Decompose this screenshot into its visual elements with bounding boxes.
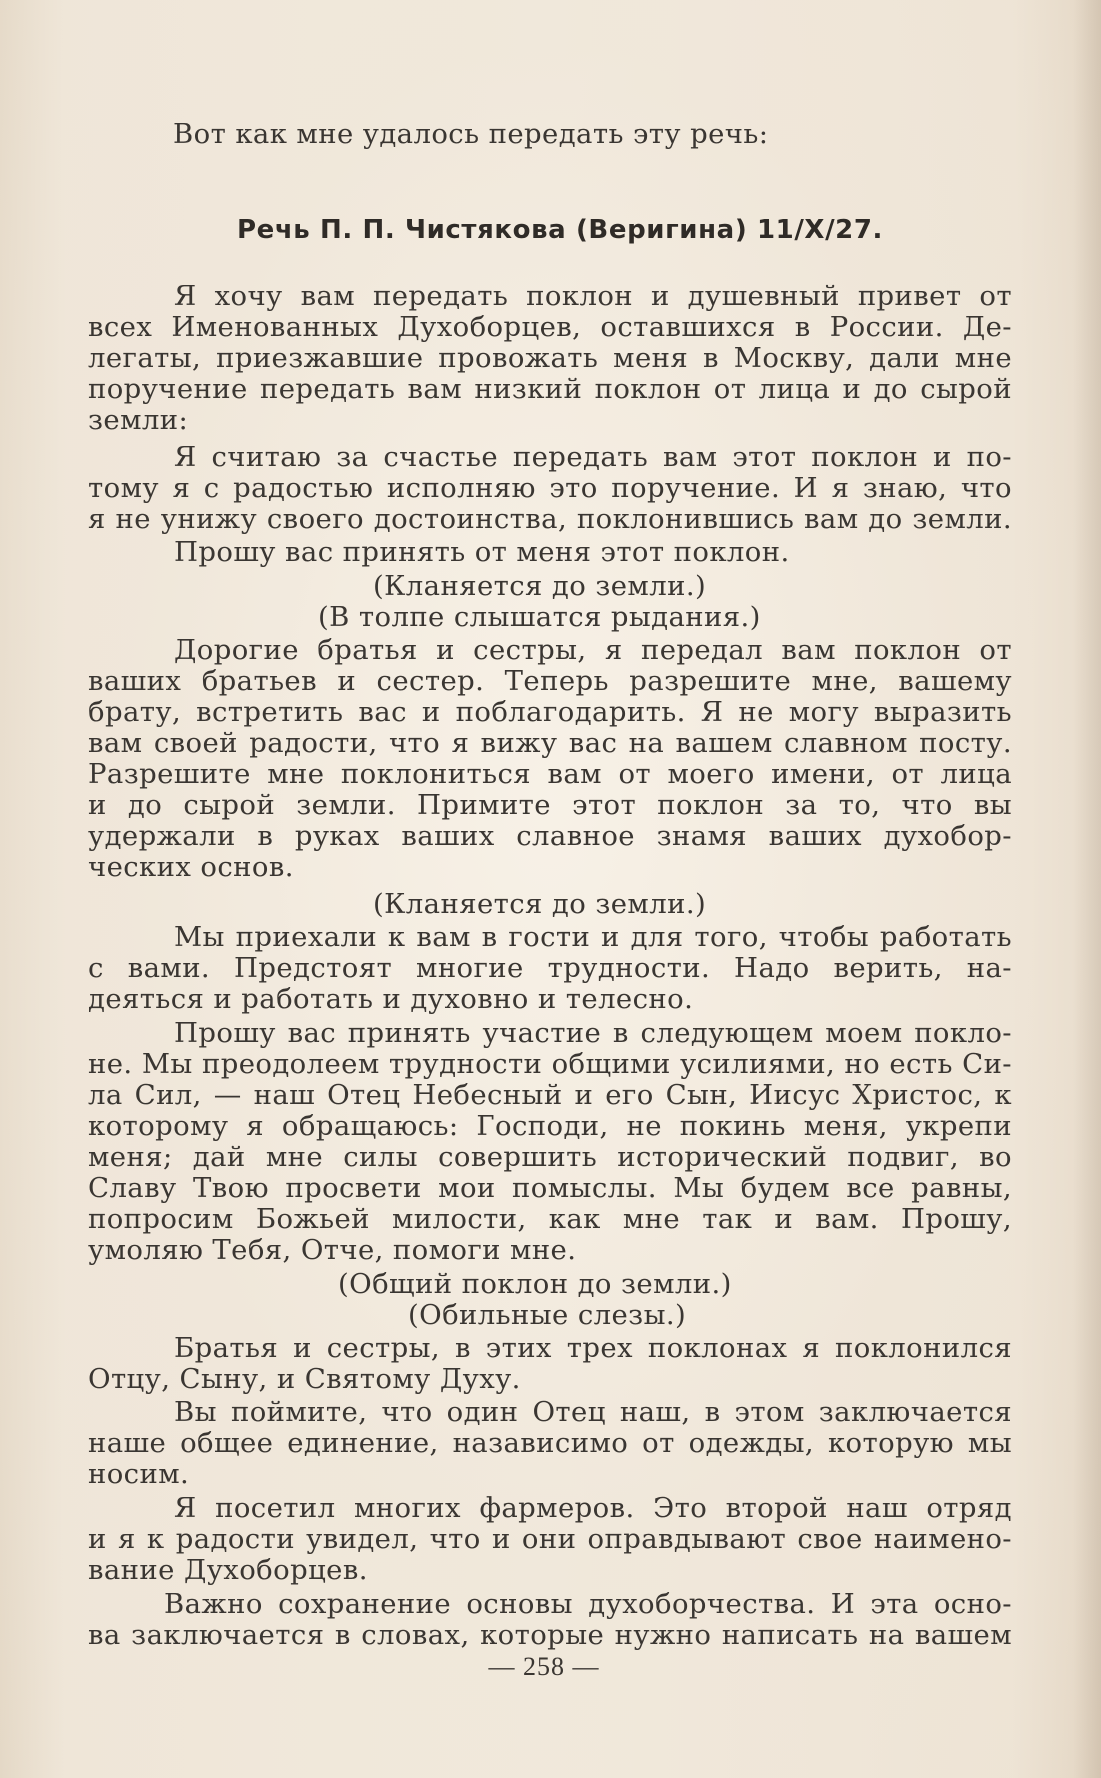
text-line: наше общее единение, назависимо от одежды, которую мы — [88, 1427, 1012, 1459]
text-line: Мы приехали к вам в гости и для того, чтобы работать — [174, 921, 1012, 953]
text-line: и я к радости увидел, что и они оправдывают свое наимено- — [88, 1523, 1012, 1555]
text-line: носим. — [88, 1458, 190, 1490]
text-line: земли: — [88, 404, 189, 436]
text-line: и до сырой земли. Примите этот поклон за то, что вы — [88, 789, 1012, 821]
speech-heading: Речь П. П. Чистякова (Веригина) 11/X/27. — [236, 215, 884, 245]
text-line: Я считаю за счастье передать вам этот поклон и по- — [174, 441, 1012, 473]
intro-line: Вот как мне удалось передать эту речь: — [173, 118, 769, 150]
page-number: — 258 — — [488, 1652, 600, 1681]
text-line: ва заключается в словах, которые нужно написать на вашем — [88, 1619, 1012, 1651]
text-line: Вы поймите, что один Отец наш, в этом заключается — [174, 1396, 1012, 1428]
text-line: удержали в руках ваших славное знамя ваших духобор- — [88, 820, 1012, 852]
stage-direction: (Кланяется до земли.) — [373, 888, 707, 920]
text-line: Дорогие братья и сестры, я передал вам поклон от — [174, 634, 1012, 666]
text-line: вам своей радости, что я вижу вас на вашем славном посту. — [88, 727, 1012, 759]
text-line: Я хочу вам передать поклон и душевный привет от — [174, 280, 1012, 312]
text-line: легаты, приезжавшие провожать меня в Москву, дали мне — [88, 342, 1012, 374]
text-line: всех Именованных Духоборцев, оставшихся в России. Де- — [88, 311, 1012, 343]
text-line: ла Сил, — наш Отец Небесный и его Сын, Иисус Христос, к — [88, 1079, 1012, 1111]
text-line: Братья и сестры, в этих трех поклонах я поклонился — [174, 1332, 1012, 1364]
text-line: с вами. Предстоят многие трудности. Надо верить, на- — [88, 952, 1012, 984]
text-line: я не унижу своего достоинства, поклонившись вам до земли. — [88, 503, 1012, 535]
text-line: попросим Божьей милости, как мне так и вам. Прошу, — [88, 1203, 1012, 1235]
text-line: тому я с радостью исполняю это поручение. И я знаю, что — [88, 472, 1012, 504]
text-line: ческих основ. — [88, 851, 294, 883]
text-line: умоляю Тебя, Отче, помоги мне. — [88, 1234, 577, 1266]
stage-direction: (В толпе слышатся рыдания.) — [318, 601, 761, 633]
text-line: Славу Твою просвети мои помыслы. Мы будем все равны, — [88, 1172, 1012, 1204]
text-line: Прошу вас принять от меня этот поклон. — [174, 536, 790, 568]
text-line: которому я обращаюсь: Господи, не покинь меня, укрепи — [88, 1110, 1012, 1142]
stage-direction: (Общий поклон до земли.) — [338, 1268, 732, 1300]
text-line: вание Духоборцев. — [88, 1554, 368, 1586]
text-line: не. Мы преодолеем трудности общими усилиями, но есть Си- — [88, 1048, 1012, 1080]
text-line: ваших братьев и сестер. Теперь разрешите мне, вашему — [88, 665, 1012, 697]
text-line: Я посетил многих фармеров. Это второй наш отряд — [174, 1492, 1012, 1524]
text-line: брату, встретить вас и поблагодарить. Я не могу выразить — [88, 696, 1012, 728]
text-line: деяться и работать и духовно и телесно. — [88, 983, 694, 1015]
text-line: Отцу, Сыну, и Святому Духу. — [88, 1363, 521, 1395]
stage-direction: (Обильные слезы.) — [408, 1299, 687, 1331]
text-line: Прошу вас принять участие в следующем моем покло- — [174, 1017, 1012, 1049]
text-line: поручение передать вам низкий поклон от лица и до сырой — [88, 373, 1012, 405]
text-line: Важно сохранение основы духоборчества. И эта осно- — [164, 1588, 1012, 1620]
text-line: Разрешите мне поклониться вам от моего имени, от лица — [88, 758, 1012, 790]
stage-direction: (Кланяется до земли.) — [373, 570, 707, 602]
text-line: меня; дай мне силы совершить исторический подвиг, во — [88, 1141, 1012, 1173]
